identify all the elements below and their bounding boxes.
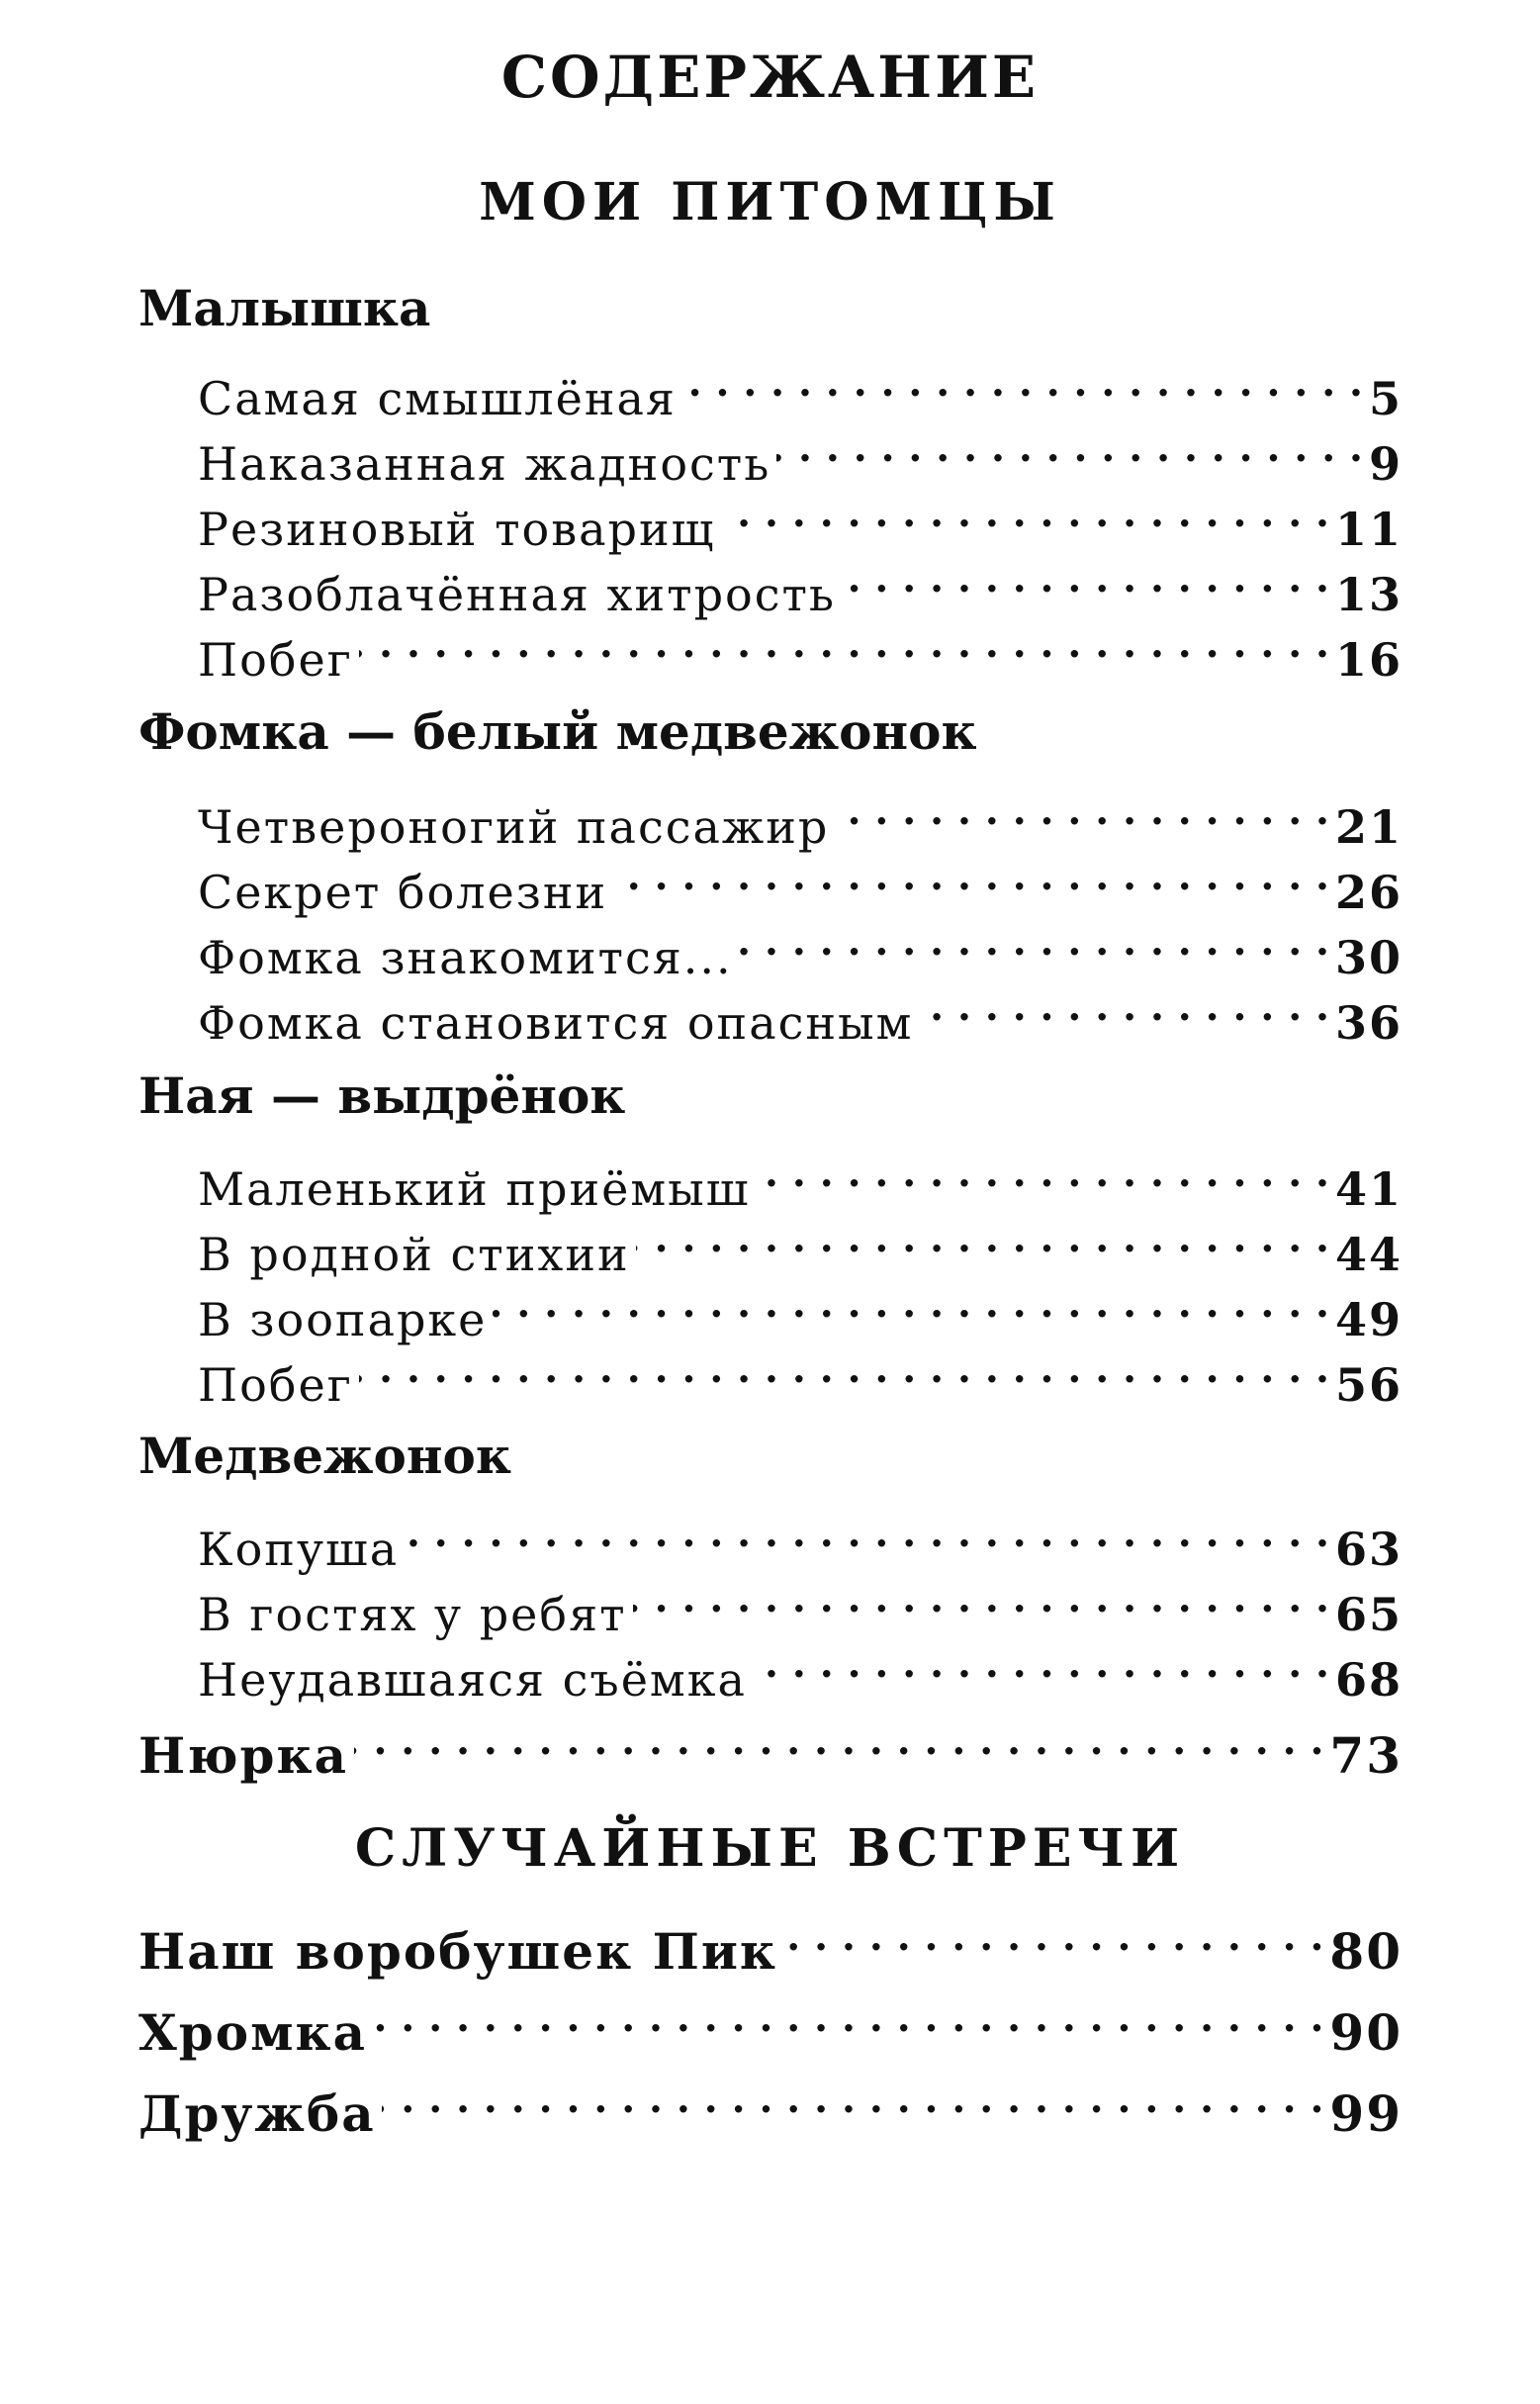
toc-entry[interactable]: [198, 845, 1403, 919]
toc-entry-title: Копуша: [198, 1523, 400, 1576]
dot-leader: [739, 910, 1329, 973]
toc-entry[interactable]: [138, 1710, 1403, 1785]
toc-entry[interactable]: [198, 612, 1403, 687]
toc-entry-page: 16: [1334, 633, 1403, 687]
toc-entry-title: Четвероногий пассажир: [198, 800, 830, 854]
dot-leader: [359, 1338, 1329, 1401]
dot-leader: [919, 975, 1329, 1039]
toc-entry-page: 30: [1334, 931, 1403, 984]
toc-entry-title: Дружба: [138, 2084, 376, 2143]
toc-entry-page: 99: [1329, 2084, 1403, 2143]
toc-entry-title: Побег: [198, 633, 353, 687]
dot-leader: [842, 547, 1329, 610]
dot-leader: [354, 1710, 1323, 1773]
toc-entry[interactable]: [198, 1567, 1403, 1641]
toc-entry-title: В родной стихии: [198, 1228, 630, 1281]
dot-leader: [405, 1502, 1329, 1565]
toc-entry[interactable]: [198, 416, 1403, 491]
toc-entry-page: 21: [1334, 800, 1403, 854]
toc-entry[interactable]: [198, 351, 1403, 425]
toc-entry-title: Нюрка: [138, 1726, 348, 1785]
toc-entry-page: 65: [1334, 1588, 1403, 1641]
toc-entry-title: Секрет болезни: [198, 866, 608, 919]
dot-leader: [613, 845, 1329, 908]
dot-leader: [373, 1987, 1323, 2050]
toc-entry-page: 13: [1334, 568, 1403, 621]
dot-leader: [721, 482, 1329, 545]
toc-entry[interactable]: [198, 1502, 1403, 1576]
section-heading: Малышка: [138, 279, 431, 337]
toc-entry-page: 80: [1329, 1922, 1403, 1981]
toc-entry-title: Побег: [198, 1358, 353, 1412]
toc-entry-title: Наш воробушек Пик: [138, 1922, 778, 1981]
toc-entry-title: Самая смышлёная: [198, 372, 677, 425]
toc-entry-page: 11: [1334, 503, 1403, 556]
dot-leader: [776, 416, 1363, 480]
toc-entry-title: Маленький приёмыш: [198, 1162, 751, 1216]
dot-leader: [636, 1207, 1329, 1270]
toc-entry-page: 44: [1334, 1228, 1403, 1281]
toc-entry[interactable]: [198, 1632, 1403, 1707]
toc-entry-page: 5: [1368, 372, 1403, 425]
dot-leader: [682, 351, 1363, 415]
toc-entry[interactable]: [198, 975, 1403, 1050]
section-heading: Медвежонок: [138, 1427, 511, 1485]
toc-entry-page: 73: [1329, 1726, 1403, 1785]
dot-leader: [757, 1142, 1329, 1205]
toc-entry-page: 63: [1334, 1523, 1403, 1576]
dot-leader: [835, 780, 1329, 843]
toc-entry[interactable]: [138, 1987, 1403, 2062]
toc-entry-title: В зоопарке: [198, 1293, 488, 1346]
section-heading: Ная — выдрёнок: [138, 1066, 626, 1125]
toc-entry-page: 41: [1334, 1162, 1403, 1216]
toc-entry[interactable]: [198, 910, 1403, 984]
toc-entry[interactable]: [198, 1272, 1403, 1346]
part-title-random-encounters: СЛУЧАЙНЫЕ ВСТРЕЧИ: [354, 1818, 1186, 1879]
toc-entry[interactable]: [198, 1338, 1403, 1412]
toc-entry-title: Фомка знакомится...: [198, 931, 733, 984]
dot-leader: [359, 612, 1329, 676]
contents-title: СОДЕРЖАНИЕ: [500, 44, 1040, 111]
toc-entry[interactable]: [198, 482, 1403, 556]
section-heading: Фомка — белый медвежонок: [138, 702, 977, 761]
toc-entry-title: Фомка становится опасным: [198, 996, 914, 1050]
dot-leader: [783, 1905, 1323, 1969]
toc-entry-page: 9: [1368, 437, 1403, 491]
toc-entry[interactable]: [198, 547, 1403, 621]
toc-entry-page: 56: [1334, 1358, 1403, 1412]
toc-entry-title: Резиновый товарищ: [198, 503, 716, 556]
toc-entry[interactable]: [198, 1142, 1403, 1216]
toc-entry-title: Неудавшаяся съёмка: [198, 1653, 747, 1707]
dot-leader: [493, 1272, 1329, 1336]
toc-entry-title: Разоблачённая хитрость: [198, 568, 836, 621]
part-title-my-pets: МОИ ПИТОМЦЫ: [479, 172, 1061, 232]
toc-entry-page: 68: [1334, 1653, 1403, 1707]
toc-entry[interactable]: [198, 1207, 1403, 1281]
toc-entry-page: 49: [1334, 1293, 1403, 1346]
dot-leader: [753, 1632, 1329, 1696]
toc-entry-title: В гостях у ребят: [198, 1588, 627, 1641]
dot-leader: [382, 2068, 1324, 2131]
toc-entry[interactable]: [138, 1905, 1403, 1981]
toc-entry-title: Хромка: [138, 2003, 368, 2062]
toc-entry-page: 90: [1329, 2003, 1403, 2062]
toc-entry-title: Наказанная жадность: [198, 437, 771, 491]
toc-entry[interactable]: [138, 2068, 1403, 2143]
toc-entry-page: 36: [1334, 996, 1403, 1050]
dot-leader: [633, 1567, 1329, 1630]
toc-entry-page: 26: [1334, 866, 1403, 919]
toc-entry[interactable]: [198, 780, 1403, 854]
